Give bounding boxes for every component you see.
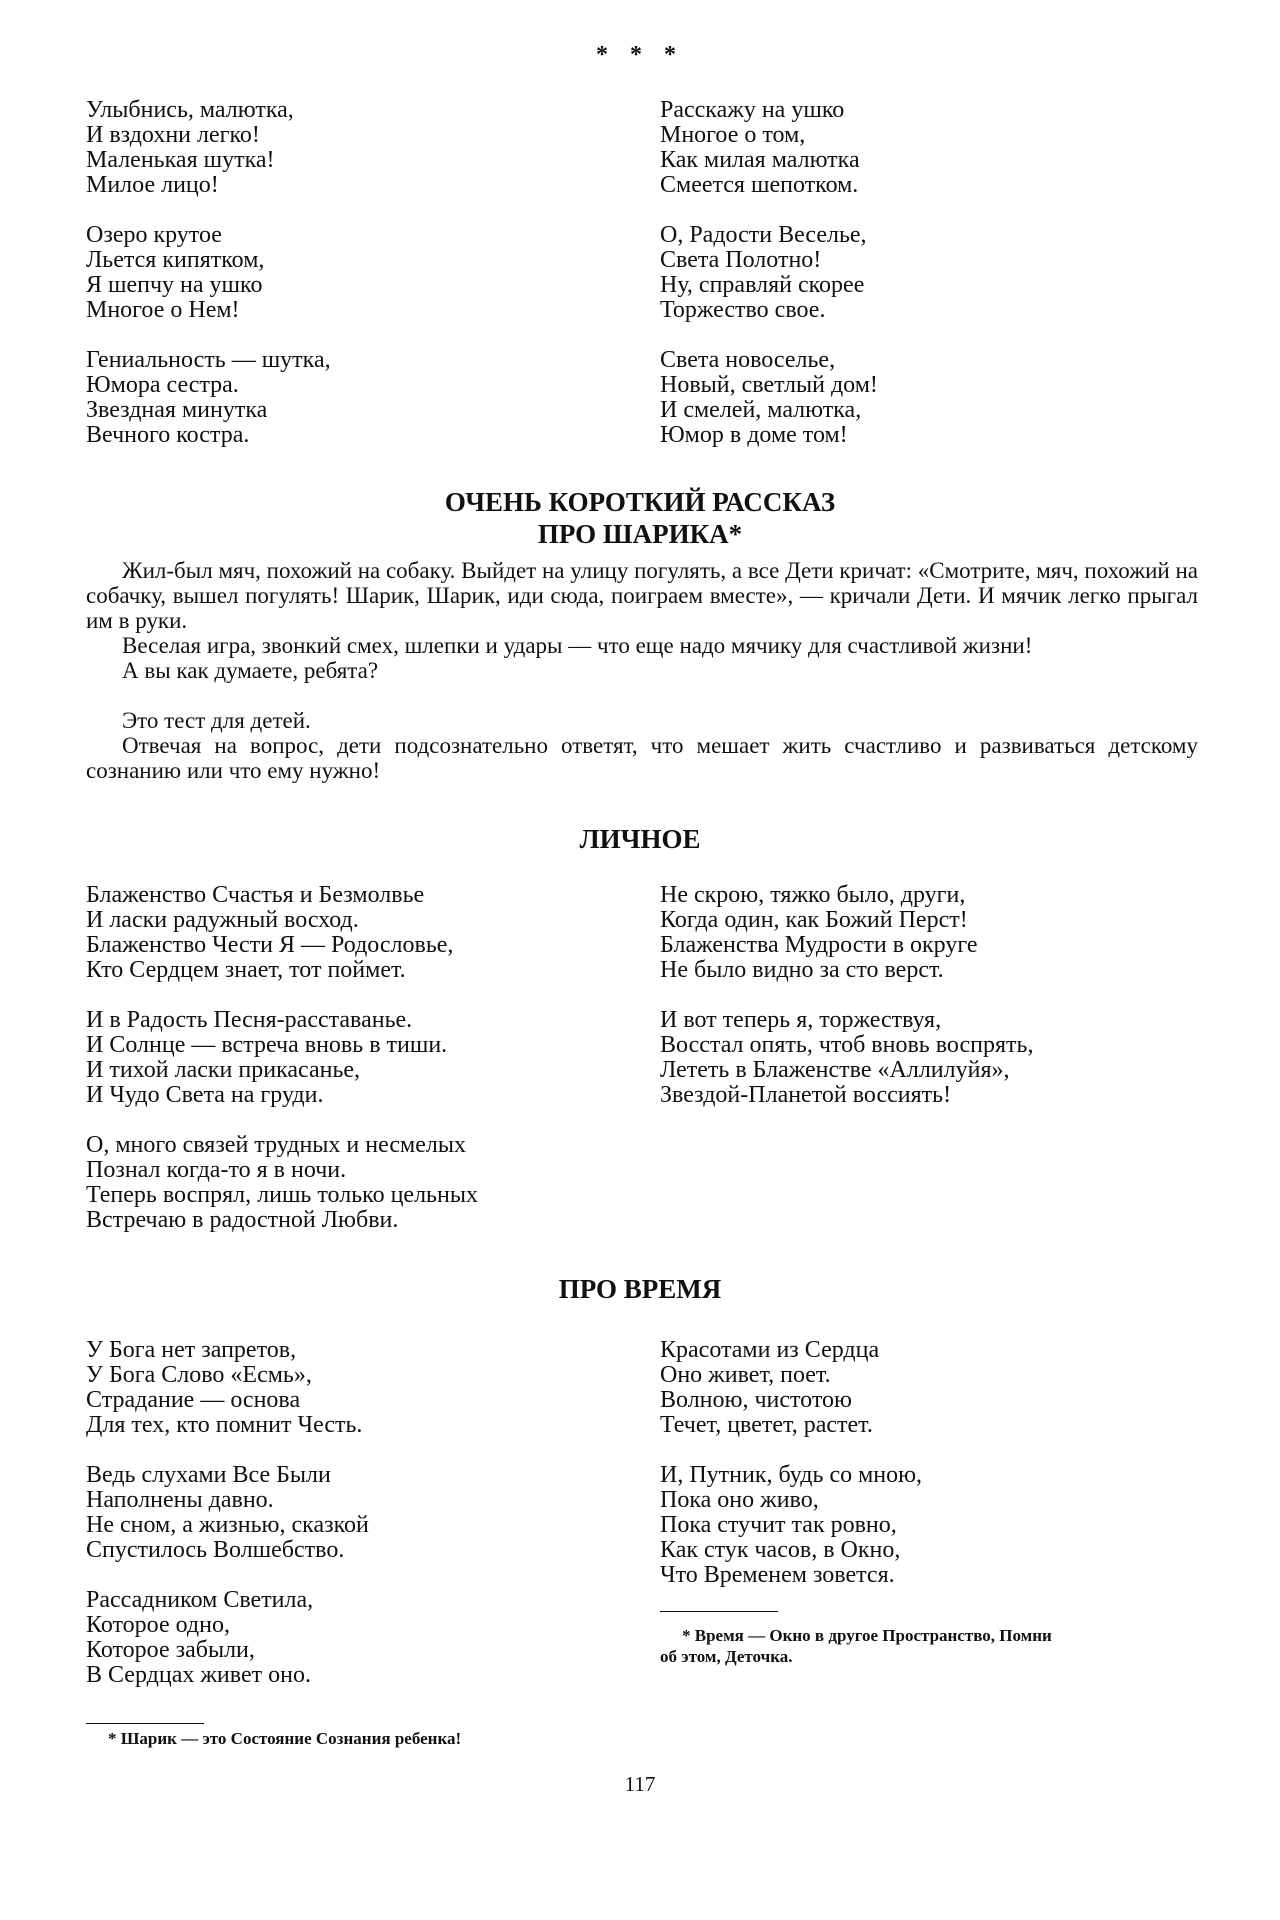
- stanza: [86, 1588, 646, 1688]
- story-text: [86, 558, 1198, 783]
- verse-line: Ведь слухами Все Были: [86, 1462, 331, 1488]
- verse-line: Когда один, как Божий Перст!: [660, 907, 968, 933]
- vremya-footnote-line2: об этом, Деточка.: [660, 1647, 793, 1666]
- verse-line: И Солнце — встреча вновь в тиши.: [86, 1032, 448, 1058]
- lichnoe-left-column: [86, 883, 646, 1258]
- stanza: [86, 223, 646, 323]
- verse-line: Льется кипятком,: [86, 247, 265, 273]
- verse-line: Которое одно,: [86, 1612, 230, 1638]
- stanza: [86, 1008, 646, 1108]
- verse-line: У Бога нет запретов,: [86, 1337, 297, 1363]
- verse-line: И в Радость Песня-расставанье.: [86, 1007, 413, 1033]
- verse-line: Красотами из Сердца: [660, 1337, 880, 1363]
- verse-line: Юмор в доме том!: [660, 422, 848, 448]
- verse-line: Многое о том,: [660, 122, 806, 148]
- story-paragraph: Это тест для детей.: [122, 708, 311, 733]
- verse-line: Новый, светлый дом!: [660, 372, 878, 398]
- poem1-right-column: [660, 98, 1220, 473]
- stanza: [86, 98, 646, 198]
- verse-line: Гениальность — шутка,: [86, 347, 331, 373]
- verse-line: Течет, цветет, растет.: [660, 1412, 873, 1438]
- story-paragraph: Жил-был мяч, похожий на собаку. Выйдет на улицу погулять, а все Дети кричат: «Смотрите, мяч, похожий на собачку, вышел погулять! Шарик, Шарик, иди сюда, поиграем вместе», — кричали Дети. И мячик легко прыгал им в руки.: [86, 558, 1198, 633]
- verse-line: И, Путник, будь со мною,: [660, 1462, 923, 1488]
- verse-line: Ну, справляй скорее: [660, 272, 865, 298]
- verse-line: Как стук часов, в Окно,: [660, 1537, 901, 1563]
- verse-line: Которое забыли,: [86, 1637, 255, 1663]
- verse-line: Пока стучит так ровно,: [660, 1512, 897, 1538]
- vremya-right-column: [660, 1338, 1220, 1613]
- verse-line: Пока оно живо,: [660, 1487, 819, 1513]
- verse-line: И смелей, малютка,: [660, 397, 862, 423]
- verse-line: Звездная минутка: [86, 397, 268, 423]
- verse-line: И тихой ласки прикасанье,: [86, 1057, 361, 1083]
- stanza: [660, 1338, 1220, 1438]
- stanza: [86, 1133, 646, 1233]
- page-number: 117: [624, 1772, 656, 1796]
- verse-line: Познал когда-то я в ночи.: [86, 1157, 347, 1183]
- verse-line: Света новоселье,: [660, 347, 836, 373]
- stanza: [660, 348, 1220, 448]
- verse-line: Что Временем зовется.: [660, 1562, 895, 1588]
- lichnoe-title: ЛИЧНОЕ: [579, 824, 701, 854]
- lichnoe-right-column: [660, 883, 1220, 1133]
- verse-line: В Сердцах живет оно.: [86, 1662, 311, 1688]
- verse-line: Торжество свое.: [660, 297, 826, 323]
- verse-line: Блаженство Счастья и Безмолвье: [86, 882, 425, 908]
- verse-line: Юмора сестра.: [86, 372, 239, 398]
- vremya-footnote: [660, 1625, 1180, 1667]
- verse-line: Восстал опять, чтоб вновь воспрять,: [660, 1032, 1034, 1058]
- verse-line: Не скрою, тяжко было, други,: [660, 882, 966, 908]
- verse-line: Многое о Нем!: [86, 297, 240, 323]
- verse-line: Наполнены давно.: [86, 1487, 274, 1513]
- stanza: [86, 348, 646, 448]
- verse-line: Спустилось Волшебство.: [86, 1537, 345, 1563]
- story-paragraph: Отвечая на вопрос, дети подсознательно ответят, что мешает жить счастливо и развиваться детскому сознанию или что ему нужно!: [86, 733, 1198, 783]
- verse-line: Милое лицо!: [86, 172, 219, 198]
- verse-line: Я шепчу на ушко: [86, 272, 263, 298]
- verse-line: Не сном, а жизнью, сказкой: [86, 1512, 369, 1538]
- stanza: [660, 223, 1220, 323]
- stanza: [660, 98, 1220, 198]
- story-footnote-rule: [86, 1723, 204, 1724]
- stanza: [660, 1008, 1220, 1108]
- verse-line: И вот теперь я, торжествуя,: [660, 1007, 942, 1033]
- stanza: [660, 1463, 1220, 1588]
- verse-line: Кто Сердцем знает, тот поймет.: [86, 957, 406, 983]
- story-footnote: * Шарик — это Состояние Сознания ребенка!: [108, 1729, 462, 1748]
- verse-line: Как милая малютка: [660, 147, 860, 173]
- verse-line: Не было видно за сто верст.: [660, 957, 944, 983]
- verse-line: Теперь воспрял, лишь только цельных: [86, 1182, 478, 1208]
- verse-line: Для тех, кто помнит Честь.: [86, 1412, 363, 1438]
- verse-line: Страдание — основа: [86, 1387, 301, 1413]
- stanza: [660, 883, 1220, 983]
- verse-line: О, Радости Веселье,: [660, 222, 867, 248]
- vremya-title: ПРО ВРЕМЯ: [558, 1274, 722, 1304]
- vremya-footnote-rule: [660, 1611, 778, 1612]
- verse-line: И ласки радужный восход.: [86, 907, 359, 933]
- verse-line: Блаженства Мудрости в округе: [660, 932, 978, 958]
- poem1-left-column: [86, 98, 646, 473]
- verse-line: И вздохни легко!: [86, 122, 260, 148]
- verse-line: Встречаю в радостной Любви.: [86, 1207, 399, 1233]
- verse-line: Волною, чистотою: [660, 1387, 852, 1413]
- verse-line: О, много связей трудных и несмелых: [86, 1132, 466, 1158]
- story-title-line2: ПРО ШАРИКА*: [537, 519, 743, 549]
- verse-line: Рассадником Светила,: [86, 1587, 314, 1613]
- verse-line: Света Полотно!: [660, 247, 822, 273]
- verse-line: Блаженство Чести Я — Родословье,: [86, 932, 454, 958]
- verse-line: У Бога Слово «Есмь»,: [86, 1362, 312, 1388]
- verse-line: Оно живет, поет.: [660, 1362, 831, 1388]
- verse-line: Звездой-Планетой воссиять!: [660, 1082, 952, 1108]
- stanza: [86, 883, 646, 983]
- verse-line: Вечного костра.: [86, 422, 250, 448]
- vremya-left-column: [86, 1338, 646, 1713]
- verse-line: Маленькая шутка!: [86, 147, 275, 173]
- vremya-footnote-line1: * Время — Окно в другое Пространство, Помни: [682, 1626, 1052, 1645]
- verse-line: Расскажу на ушко: [660, 97, 845, 123]
- verse-line: Улыбнись, малютка,: [86, 97, 294, 123]
- verse-line: Лететь в Блаженстве «Аллилуйя»,: [660, 1057, 1010, 1083]
- story-paragraph: А вы как думаете, ребята?: [122, 658, 379, 683]
- stanza: [86, 1463, 646, 1563]
- verse-line: Смеется шепотком.: [660, 172, 859, 198]
- story-paragraph: Веселая игра, звонкий смех, шлепки и удары — что еще надо мячику для счастливой жизни!: [122, 633, 1033, 658]
- verse-line: И Чудо Света на груди.: [86, 1082, 324, 1108]
- stanza: [86, 1338, 646, 1438]
- verse-line: Озеро крутое: [86, 222, 222, 248]
- section-divider-stars: * * *: [596, 42, 684, 68]
- story-title-line1: ОЧЕНЬ КОРОТКИЙ РАССКАЗ: [444, 487, 836, 517]
